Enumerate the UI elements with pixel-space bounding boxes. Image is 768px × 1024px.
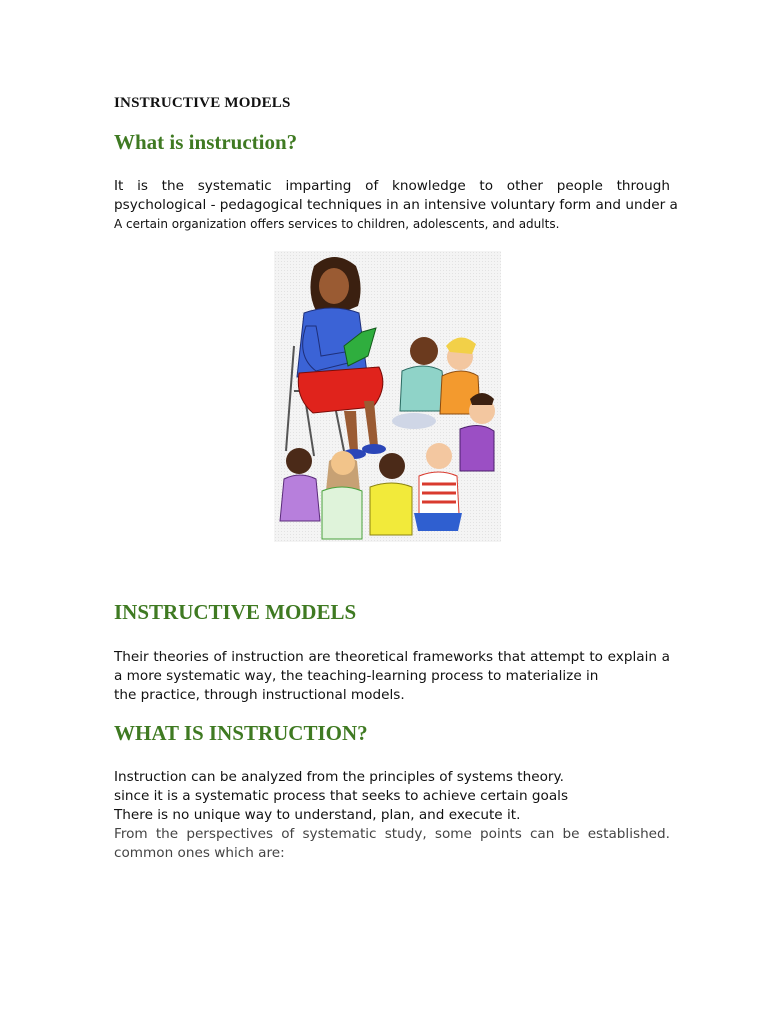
paragraph-line: the practice, through instructional models. [114, 687, 405, 703]
paragraph-line: psychological - pedagogical techniques in an intensive voluntary form and under a [114, 197, 678, 213]
heading-what-is-instruction: What is instruction? [114, 130, 298, 154]
paragraph-theories [114, 648, 670, 705]
paragraph-line: A certain organization offers services to children, adolescents, and adults. [114, 217, 560, 231]
teacher-reading-to-children-icon [274, 251, 501, 542]
paragraph-line: It is the systematic imparting of knowledge to other people through [114, 178, 670, 194]
paragraph-definition [114, 177, 678, 234]
paragraph-line: since it is a systematic process that seeks to achieve certain goals [114, 788, 569, 804]
document-title: INSTRUCTIVE MODELS [114, 95, 291, 111]
paragraph-line: common ones which are: [114, 845, 285, 861]
paragraph-systems-theory [114, 768, 670, 863]
paragraph-line: There is no unique way to understand, plan, and execute it. [114, 807, 521, 823]
paragraph-line: Their theories of instruction are theoretical frameworks that attempt to explain a [114, 649, 670, 665]
paragraph-line: From the perspectives of systematic study, some points can be established. [114, 826, 670, 842]
heading-what-is-instruction-caps: WHAT IS INSTRUCTION? [114, 721, 368, 745]
paragraph-line: Instruction can be analyzed from the principles of systems theory. [114, 769, 564, 785]
paragraph-line: a more systematic way, the teaching-learning process to materialize in [114, 668, 599, 684]
heading-instructive-models: INSTRUCTIVE MODELS [114, 600, 357, 624]
teacher-reading-illustration [274, 251, 501, 542]
